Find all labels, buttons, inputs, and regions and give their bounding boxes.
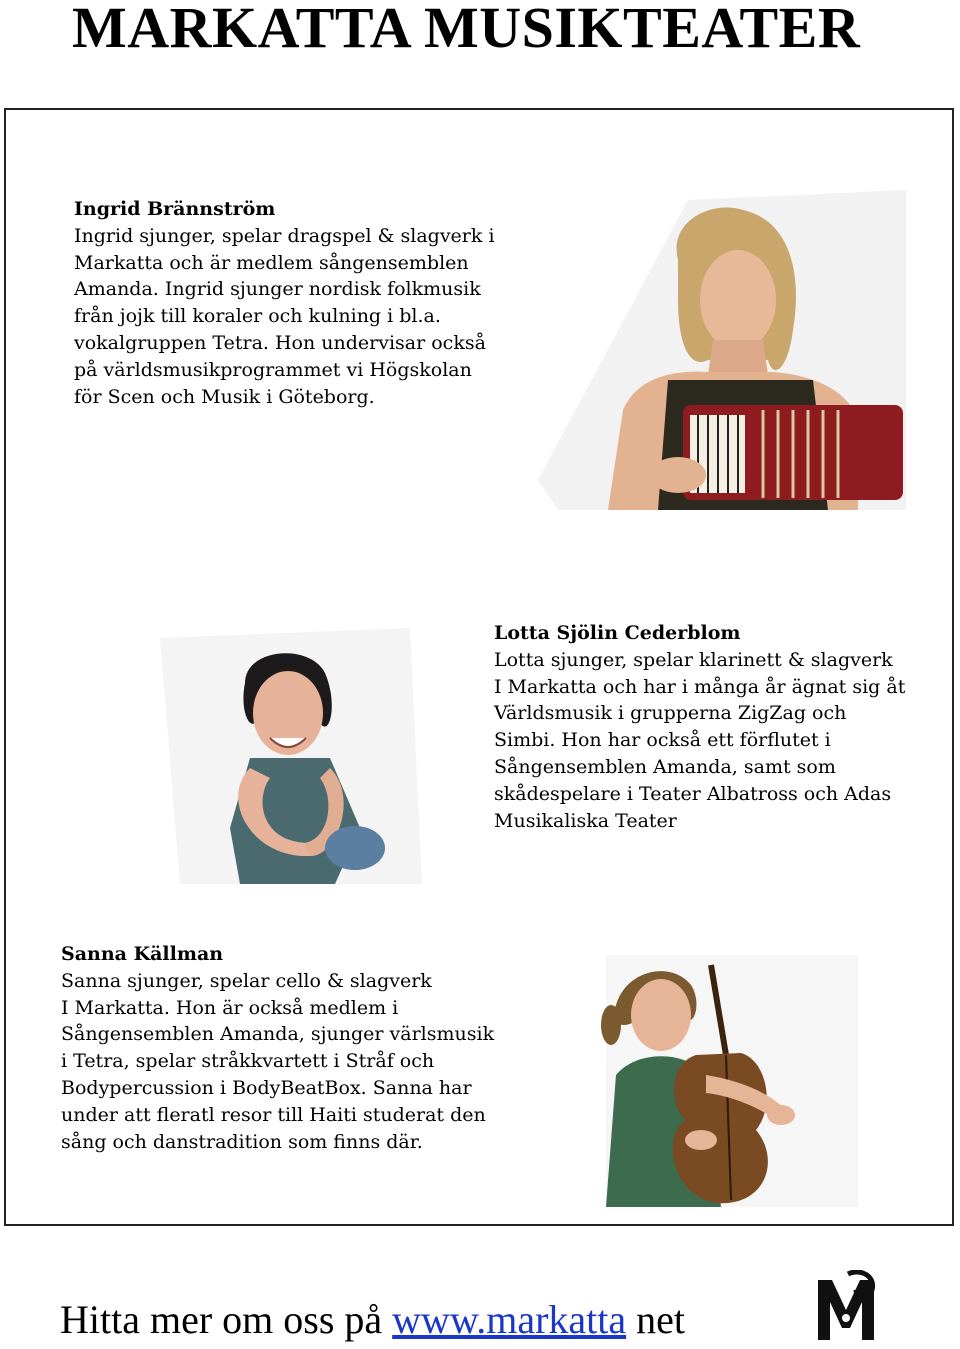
footer-prefix: Hitta mer om oss på [60,1297,393,1342]
member-description: Ingrid sjunger, spelar dragspel & slagverk i Markatta och är medlem sångensemblen Amanda. Ingrid sjunger nordisk folkmusik från jojk till koraler och kulning i bl.a. vokalgruppen Tetra. Hon undervisar också på världsmusikprogrammet vi Högskolan för Scen och Musik i Göteborg. [74,224,495,408]
photo-cello-player [576,935,858,1207]
member-name: Sanna Källman [61,943,224,965]
member-description: Sanna sjunger, spelar cello & slagverk I Markatta. Hon är också medlem i Sångensemblen Amanda, sjunger värlsmusik i Tetra, spelar stråkkvartett i Stråf och Bodypercussion i BodyBeatBox. Sanna har under att fleratl resor till Haiti studerat den sång och danstradition som finns där. [61,969,495,1153]
member-description: Lotta sjunger, spelar klarinett & slagverk I Markatta och har i många år ägnat sig åt Världsmusik i grupperna ZigZag och Simbi. Hon har också ett förflutet i Sångensemblen Amanda, samt som skådespelare i Teater Albatross och Adas Musikaliska Teater [494,648,906,832]
member-bio-ingrid [74,196,514,410]
page-title: MARKATTA MUSIKTEATER [72,0,861,60]
photo-clarinet-player [160,628,422,884]
footer-suffix: net [626,1297,686,1342]
member-name: Ingrid Brännström [74,198,276,220]
member-name: Lotta Sjölin Cederblom [494,622,741,644]
member-bio-sanna [61,941,531,1155]
markatta-logo-icon [812,1270,884,1344]
member-bio-lotta [494,620,934,834]
website-link[interactable]: www.markatta [392,1297,627,1342]
footer-text [60,1296,685,1343]
photo-accordion-player [528,180,906,510]
